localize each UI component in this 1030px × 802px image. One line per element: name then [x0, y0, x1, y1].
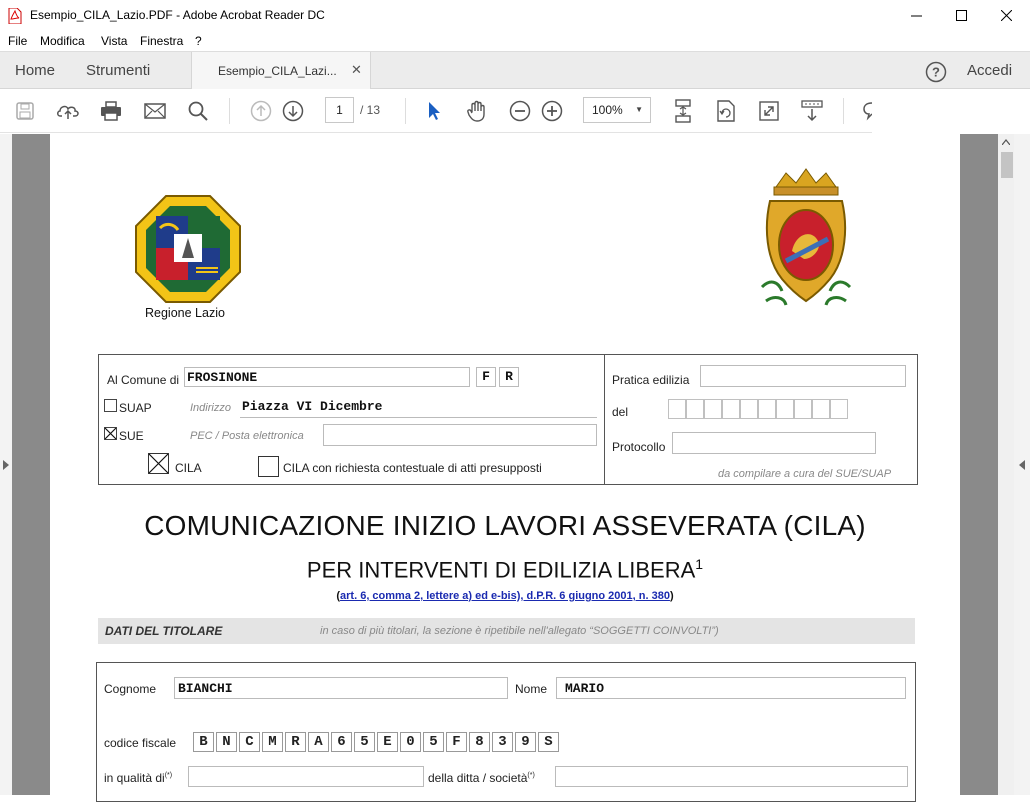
scroll-down-icon	[801, 100, 823, 122]
minimize-icon	[911, 10, 922, 21]
qualita-footnote: (*)	[164, 772, 173, 779]
hand-icon	[466, 100, 488, 122]
close-window-button[interactable]	[984, 0, 1029, 31]
section-note: in caso di più titolari, la sezione è ripetibile nell'allegato “SOGGETTI COINVOLTI”)	[320, 625, 719, 637]
scroll-up-icon[interactable]	[1002, 139, 1010, 145]
regione-lazio-logo	[134, 194, 242, 304]
right-pane-collapse[interactable]	[1014, 134, 1030, 795]
cloud-upload-icon	[56, 101, 80, 121]
comune-coat-of-arms	[756, 167, 856, 310]
cf-char[interactable]: N	[216, 732, 237, 752]
cf-char[interactable]: A	[308, 732, 329, 752]
cf-char[interactable]: 6	[331, 732, 352, 752]
toolbar-divider	[405, 98, 406, 124]
svg-text:?: ?	[932, 64, 940, 80]
del-date-cell[interactable]	[668, 399, 686, 419]
scroll-mode-button[interactable]	[800, 99, 824, 123]
zoom-out-icon	[509, 100, 531, 122]
cf-label: codice fiscale	[104, 736, 177, 750]
del-date-cell[interactable]	[686, 399, 704, 419]
search-icon	[188, 101, 208, 121]
title-bar	[0, 0, 1030, 31]
cognome-label: Cognome	[104, 682, 157, 696]
pec-label: PEC / Posta elettronica	[190, 430, 304, 442]
province-char-1[interactable]: F	[476, 367, 496, 387]
section-header	[98, 618, 915, 644]
help-icon[interactable]	[925, 61, 947, 83]
nome-label: Nome	[515, 682, 548, 696]
maximize-button[interactable]	[939, 0, 984, 31]
ditta-footnote: (*)	[527, 772, 535, 779]
cf-char[interactable]: 0	[400, 732, 421, 752]
legal-reference	[50, 590, 960, 602]
main-title: COMUNICAZIONE INIZIO LAVORI ASSEVERATA (CILA)	[144, 510, 866, 541]
cognome-field[interactable]	[174, 677, 508, 699]
ditta-text: della ditta / società	[428, 771, 528, 785]
rotate-button[interactable]	[714, 99, 738, 123]
fit-page-button[interactable]	[671, 99, 695, 123]
email-button[interactable]	[143, 99, 167, 123]
reference-open-paren: (	[336, 590, 341, 602]
indirizzo-underline	[240, 417, 597, 418]
window-title: Esempio_CILA_Lazio.PDF - Adobe Acrobat Reader DC	[30, 8, 325, 22]
del-date-cell[interactable]	[812, 399, 830, 419]
next-page-button[interactable]	[281, 99, 305, 123]
checkmark-x-icon	[104, 427, 117, 440]
minimize-button[interactable]	[894, 0, 939, 31]
region-label: Regione Lazio	[145, 306, 225, 320]
cila-contestuale-checkbox[interactable]	[258, 456, 279, 477]
comune-label: Al Comune di	[107, 373, 180, 387]
indirizzo-label: Indirizzo	[190, 402, 231, 414]
reference-close-paren: )	[669, 590, 674, 602]
cf-char[interactable]: 5	[423, 732, 444, 752]
menu-finestra[interactable]: Finestra	[140, 34, 184, 48]
toolbar	[0, 89, 872, 133]
comment-icon[interactable]	[860, 101, 872, 121]
cila-contestuale-label: CILA con richiesta contestuale di atti presupposti	[283, 461, 542, 475]
section-title: DATI DEL TITOLARE	[105, 624, 223, 638]
close-icon	[1001, 10, 1012, 21]
zoom-level-select[interactable]	[583, 97, 651, 123]
pratica-field[interactable]	[700, 365, 906, 387]
cf-char[interactable]: M	[262, 732, 283, 752]
expand-icon	[759, 101, 779, 121]
page-total: / 13	[360, 103, 381, 117]
upload-cloud-button[interactable]	[56, 99, 80, 123]
tab-document-label: Esempio_CILA_Lazi...	[218, 64, 337, 78]
page-rotate-icon	[716, 100, 736, 122]
tab-tools[interactable]: Strumenti	[86, 62, 151, 79]
print-icon	[100, 101, 122, 121]
pdf-page	[50, 134, 960, 795]
cila-checkbox[interactable]	[148, 453, 169, 474]
menu-vista[interactable]: Vista	[101, 34, 128, 48]
qualita-label	[104, 771, 172, 785]
qualita-field[interactable]	[188, 766, 424, 787]
sue-checkbox[interactable]	[104, 427, 117, 440]
menu-modifica[interactable]: Modifica	[40, 34, 85, 48]
del-date-cell[interactable]	[740, 399, 758, 419]
zoom-in-icon	[541, 100, 563, 122]
del-date-cell[interactable]	[758, 399, 776, 419]
suap-checkbox[interactable]	[104, 399, 117, 412]
arrow-down-circle-icon	[282, 100, 304, 122]
search-button[interactable]	[186, 99, 210, 123]
cursor-arrow-icon	[426, 100, 442, 122]
del-date-cell[interactable]	[830, 399, 848, 419]
previous-page-button[interactable]	[249, 99, 273, 123]
cf-char[interactable]: 5	[354, 732, 375, 752]
save-button[interactable]	[13, 99, 37, 123]
pratica-label: Pratica edilizia	[612, 373, 690, 387]
nome-field[interactable]	[556, 677, 906, 699]
sue-label: SUE	[119, 429, 144, 443]
cf-char[interactable]: E	[377, 732, 398, 752]
expand-right-icon	[1019, 460, 1025, 470]
del-date-cell[interactable]	[776, 399, 794, 419]
cf-char[interactable]: R	[285, 732, 306, 752]
tab-bar	[0, 51, 1030, 89]
reference-link[interactable]: art. 6, comma 2, lettere a) ed e-bis), d.P.R. 6 giugno 2001, n. 380	[340, 590, 670, 602]
page-number-input[interactable]: 1	[325, 97, 354, 123]
scrollbar-thumb[interactable]	[1001, 152, 1013, 178]
cf-char[interactable]: 8	[469, 732, 490, 752]
nome-value: MARIO	[565, 681, 605, 696]
menu-help[interactable]: ?	[195, 34, 202, 48]
del-date-cell[interactable]	[722, 399, 740, 419]
comune-value: FROSINONE	[187, 370, 258, 385]
cila-label: CILA	[175, 461, 202, 475]
vertical-scrollbar[interactable]	[998, 134, 1014, 795]
fit-page-icon	[673, 99, 693, 123]
protocollo-label: Protocollo	[612, 440, 666, 454]
suap-label: SUAP	[119, 401, 152, 415]
del-label: del	[612, 405, 629, 419]
zoom-level-value: 100%	[592, 103, 623, 117]
pdf-app-icon	[8, 8, 22, 24]
protocollo-field[interactable]	[672, 432, 876, 454]
cf-char[interactable]: F	[446, 732, 467, 752]
zoom-in-button[interactable]	[540, 99, 564, 123]
full-screen-button[interactable]	[757, 99, 781, 123]
tab-home[interactable]: Home	[15, 62, 56, 79]
indirizzo-value[interactable]: Piazza VI Dicembre	[242, 399, 383, 414]
menu-file[interactable]: File	[8, 34, 28, 48]
sign-in-button[interactable]: Accedi	[967, 62, 1013, 79]
cf-char[interactable]: C	[239, 732, 260, 752]
ditta-label	[428, 771, 535, 785]
zoom-out-button[interactable]	[508, 99, 532, 123]
del-date-cell[interactable]	[794, 399, 812, 419]
del-date-cell[interactable]	[704, 399, 722, 419]
print-button[interactable]	[99, 99, 123, 123]
arrow-up-circle-icon	[250, 100, 272, 122]
close-tab-icon[interactable]: ✕	[351, 62, 362, 77]
province-char-2[interactable]: R	[499, 367, 519, 387]
toolbar-divider	[843, 98, 844, 124]
cf-char[interactable]: B	[193, 732, 214, 752]
cognome-value: BIANCHI	[178, 681, 233, 696]
subtitle-text: PER INTERVENTI DI EDILIZIA LIBERA	[306, 557, 696, 583]
compilare-note: da compilare a cura del SUE/SUAP	[718, 468, 892, 480]
pec-field[interactable]	[323, 424, 597, 446]
select-tool-button[interactable]	[422, 99, 446, 123]
tab-document[interactable]	[191, 52, 371, 90]
save-icon	[15, 101, 35, 121]
subtitle-footnote: 1	[695, 556, 704, 572]
form-divider	[604, 354, 605, 485]
qualita-text: in qualità di	[104, 771, 165, 785]
ditta-field[interactable]	[555, 766, 908, 787]
expand-left-icon	[3, 460, 9, 470]
checkmark-x-icon	[148, 453, 169, 474]
comune-field[interactable]	[184, 367, 470, 387]
hand-tool-button[interactable]	[465, 99, 489, 123]
mail-icon	[144, 103, 166, 119]
document-viewport	[0, 134, 1030, 795]
cf-char[interactable]: 9	[515, 732, 536, 752]
left-pane-collapse[interactable]	[0, 134, 12, 795]
chevron-down-icon: ▼	[635, 105, 643, 114]
menu-bar	[0, 31, 1030, 51]
cf-char[interactable]: 3	[492, 732, 513, 752]
toolbar-divider	[229, 98, 230, 124]
maximize-icon	[956, 10, 967, 21]
cf-char[interactable]: S	[538, 732, 559, 752]
subtitle	[50, 556, 960, 583]
